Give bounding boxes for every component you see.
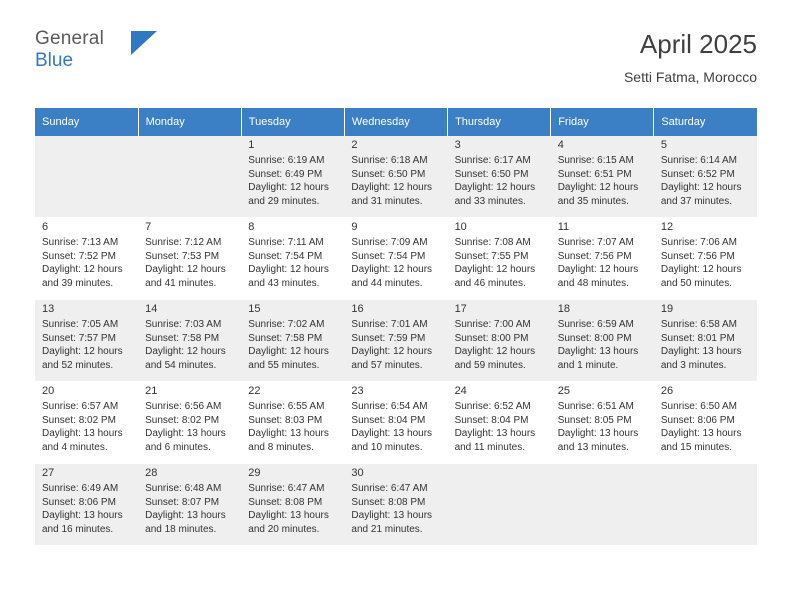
day-info-line: Daylight: 13 hours xyxy=(248,428,329,440)
day-info-line: Sunset: 7:56 PM xyxy=(660,250,735,262)
day-info-line: Daylight: 13 hours xyxy=(145,428,226,440)
day-info-line: Daylight: 12 hours xyxy=(454,264,536,276)
day-info-line: Sunset: 8:08 PM xyxy=(248,496,323,508)
day-info-line: Sunrise: 6:18 AM xyxy=(351,155,428,167)
day-number: 4 xyxy=(557,139,564,151)
calendar-day-cell xyxy=(448,218,551,300)
day-info-line: Sunrise: 6:57 AM xyxy=(42,401,119,413)
calendar-week-row xyxy=(35,136,757,218)
calendar-week-row xyxy=(35,382,757,464)
day-info-line: Sunrise: 7:09 AM xyxy=(351,237,428,249)
day-number: 1 xyxy=(248,139,255,151)
day-info-line: and 37 minutes. xyxy=(660,195,733,207)
column-header-saturday: Saturday xyxy=(654,108,757,136)
day-number: 28 xyxy=(145,467,158,479)
day-number: 24 xyxy=(454,385,467,397)
day-info-line: Daylight: 12 hours xyxy=(145,264,226,276)
calendar-cell-empty xyxy=(448,464,551,546)
day-number: 11 xyxy=(557,221,570,233)
calendar-day-cell xyxy=(654,382,757,464)
logo xyxy=(35,28,165,71)
column-header-tuesday: Tuesday xyxy=(241,108,344,136)
day-info-line: Sunrise: 6:17 AM xyxy=(454,155,531,167)
day-info-line: Daylight: 13 hours xyxy=(660,346,742,358)
day-info-line: Daylight: 12 hours xyxy=(454,182,536,194)
calendar-day-cell xyxy=(448,382,551,464)
day-info-line: Sunrise: 6:49 AM xyxy=(42,483,119,495)
day-info-line: and 57 minutes. xyxy=(351,359,423,371)
day-info-line: Sunrise: 7:13 AM xyxy=(42,237,119,249)
day-info-line: Daylight: 13 hours xyxy=(145,510,226,522)
day-info-line: Daylight: 12 hours xyxy=(42,264,123,276)
calendar-day-cell xyxy=(35,300,138,382)
day-info-line: Sunrise: 6:48 AM xyxy=(145,483,222,495)
day-number: 9 xyxy=(351,221,358,233)
day-number: 16 xyxy=(351,303,364,315)
day-info-line: and 13 minutes. xyxy=(557,441,629,453)
calendar-day-cell xyxy=(35,382,138,464)
day-info-line: and 48 minutes. xyxy=(557,277,629,289)
day-info-line: and 3 minutes. xyxy=(660,359,727,371)
day-info-line: Sunset: 8:00 PM xyxy=(557,332,632,344)
day-info-line: Sunset: 7:53 PM xyxy=(145,250,220,262)
column-header-monday: Monday xyxy=(138,108,241,136)
day-number: 7 xyxy=(145,221,152,233)
calendar-day-cell xyxy=(138,382,241,464)
column-header-thursday: Thursday xyxy=(448,108,551,136)
calendar-day-cell xyxy=(35,464,138,546)
day-info-line: and 20 minutes. xyxy=(248,523,320,535)
calendar-day-cell xyxy=(654,218,757,300)
calendar-cell-empty xyxy=(138,136,241,218)
day-info-line: Sunrise: 7:06 AM xyxy=(660,237,737,249)
page-header xyxy=(35,28,757,98)
calendar-day-cell xyxy=(241,300,344,382)
day-number: 14 xyxy=(145,303,158,315)
day-info-line: and 29 minutes. xyxy=(248,195,320,207)
calendar-header-row xyxy=(35,108,757,136)
calendar-day-cell xyxy=(551,218,654,300)
day-info-line: and 15 minutes. xyxy=(660,441,733,453)
day-info-line: Daylight: 13 hours xyxy=(660,428,742,440)
day-info-line: Sunrise: 7:11 AM xyxy=(248,237,324,249)
calendar-day-cell xyxy=(448,136,551,218)
day-info-line: Sunrise: 7:03 AM xyxy=(145,319,222,331)
calendar-day-cell xyxy=(344,300,447,382)
day-info-line: Sunrise: 7:07 AM xyxy=(557,237,634,249)
page-subtitle: Setti Fatma, Morocco xyxy=(623,69,757,85)
calendar-day-cell xyxy=(551,136,654,218)
day-info-line: Sunset: 8:02 PM xyxy=(145,414,220,426)
day-info-line: and 50 minutes. xyxy=(660,277,733,289)
day-info-line: and 18 minutes. xyxy=(145,523,217,535)
day-number: 8 xyxy=(248,221,255,233)
day-info-line: Daylight: 13 hours xyxy=(351,510,433,522)
day-info-line: Sunrise: 7:02 AM xyxy=(248,319,325,331)
calendar-day-cell xyxy=(138,218,241,300)
logo-text-blue: Blue xyxy=(35,50,74,71)
day-info-line: and 33 minutes. xyxy=(454,195,526,207)
day-info-line: Sunset: 6:51 PM xyxy=(557,168,632,180)
day-number: 20 xyxy=(42,385,55,397)
day-info-line: and 16 minutes. xyxy=(42,523,114,535)
day-number: 27 xyxy=(42,467,55,479)
day-info-line: and 11 minutes. xyxy=(454,441,525,453)
day-info-line: and 43 minutes. xyxy=(248,277,320,289)
day-info-line: Daylight: 12 hours xyxy=(351,346,433,358)
day-info-line: and 59 minutes. xyxy=(454,359,526,371)
calendar-day-cell xyxy=(344,218,447,300)
day-info-line: and 55 minutes. xyxy=(248,359,320,371)
calendar-day-cell xyxy=(138,300,241,382)
day-info-line: and 46 minutes. xyxy=(454,277,526,289)
day-info-line: Sunset: 8:06 PM xyxy=(660,414,735,426)
day-number: 10 xyxy=(454,221,467,233)
day-info-line: and 41 minutes. xyxy=(145,277,217,289)
day-info-line: Daylight: 12 hours xyxy=(660,182,742,194)
day-info-line: Sunrise: 6:58 AM xyxy=(660,319,737,331)
day-info-line: Sunrise: 6:15 AM xyxy=(557,155,634,167)
calendar-week-row xyxy=(35,300,757,382)
day-number: 15 xyxy=(248,303,261,315)
day-number: 25 xyxy=(557,385,570,397)
day-info-line: Daylight: 13 hours xyxy=(557,346,639,358)
day-info-line: Sunset: 6:49 PM xyxy=(248,168,323,180)
day-info-line: Sunset: 8:08 PM xyxy=(351,496,426,508)
day-info-line: Daylight: 12 hours xyxy=(557,182,639,194)
day-info-line: Daylight: 12 hours xyxy=(351,182,433,194)
day-info-line: and 21 minutes. xyxy=(351,523,423,535)
calendar-cell-empty xyxy=(654,464,757,546)
day-info-line: Daylight: 12 hours xyxy=(248,346,329,358)
calendar-day-cell xyxy=(344,464,447,546)
day-info-line: Daylight: 13 hours xyxy=(351,428,433,440)
calendar-day-cell xyxy=(344,136,447,218)
calendar-table xyxy=(35,108,757,546)
day-info-line: and 54 minutes. xyxy=(145,359,217,371)
calendar-body xyxy=(35,136,757,546)
logo-text-general: General xyxy=(35,28,104,49)
day-info-line: and 52 minutes. xyxy=(42,359,114,371)
day-info-line: Sunset: 7:57 PM xyxy=(42,332,116,344)
day-info-line: Sunrise: 6:14 AM xyxy=(660,155,737,167)
day-info-line: Sunset: 8:07 PM xyxy=(145,496,220,508)
day-info-line: and 35 minutes. xyxy=(557,195,629,207)
day-info-line: Daylight: 12 hours xyxy=(351,264,433,276)
calendar-day-cell xyxy=(241,218,344,300)
day-info-line: Sunset: 8:01 PM xyxy=(660,332,735,344)
day-number: 2 xyxy=(351,139,358,151)
day-info-line: Sunrise: 7:12 AM xyxy=(145,237,222,249)
day-info-line: Sunrise: 6:19 AM xyxy=(248,155,325,167)
day-info-line: Sunset: 7:59 PM xyxy=(351,332,426,344)
title-block xyxy=(624,28,757,86)
logo-triangle-icon xyxy=(131,31,157,55)
day-info-line: Daylight: 13 hours xyxy=(42,510,123,522)
day-info-line: Sunrise: 6:47 AM xyxy=(248,483,325,495)
day-info-line: Sunset: 7:54 PM xyxy=(351,250,426,262)
day-number: 29 xyxy=(248,467,261,479)
day-number: 23 xyxy=(351,385,364,397)
day-info-line: Sunset: 8:06 PM xyxy=(42,496,116,508)
calendar-week-row xyxy=(35,218,757,300)
calendar-day-cell xyxy=(654,300,757,382)
calendar-day-cell xyxy=(241,382,344,464)
day-number: 19 xyxy=(660,303,674,315)
day-info-line: Daylight: 12 hours xyxy=(660,264,742,276)
calendar-day-cell xyxy=(344,382,447,464)
day-info-line: Sunset: 8:04 PM xyxy=(454,414,529,426)
day-info-line: Sunset: 7:55 PM xyxy=(454,250,529,262)
day-info-line: Sunset: 8:04 PM xyxy=(351,414,426,426)
day-info-line: Sunrise: 6:50 AM xyxy=(660,401,737,413)
calendar-day-cell xyxy=(551,382,654,464)
day-info-line: Sunrise: 7:08 AM xyxy=(454,237,531,249)
calendar-day-cell xyxy=(241,136,344,218)
day-info-line: Daylight: 12 hours xyxy=(454,346,536,358)
day-info-line: and 39 minutes. xyxy=(42,277,114,289)
day-info-line: Daylight: 12 hours xyxy=(145,346,226,358)
day-info-line: Sunrise: 6:51 AM xyxy=(557,401,634,413)
day-info-line: Sunset: 8:02 PM xyxy=(42,414,116,426)
day-info-line: Sunset: 7:56 PM xyxy=(557,250,632,262)
page-title: April 2025 xyxy=(639,29,757,59)
day-number: 12 xyxy=(660,221,674,233)
day-info-line: Daylight: 13 hours xyxy=(42,428,123,440)
day-info-line: Sunrise: 6:56 AM xyxy=(145,401,222,413)
day-number: 17 xyxy=(454,303,467,315)
day-number: 3 xyxy=(454,139,461,151)
calendar-cell-empty xyxy=(551,464,654,546)
day-info-line: Sunset: 8:00 PM xyxy=(454,332,529,344)
day-info-line: Sunset: 7:58 PM xyxy=(248,332,323,344)
day-info-line: Sunrise: 6:55 AM xyxy=(248,401,325,413)
day-info-line: Daylight: 13 hours xyxy=(248,510,329,522)
day-number: 30 xyxy=(351,467,364,479)
day-info-line: and 1 minute. xyxy=(557,359,619,371)
calendar-day-cell xyxy=(138,464,241,546)
day-info-line: Daylight: 12 hours xyxy=(248,264,329,276)
day-info-line: Daylight: 13 hours xyxy=(557,428,639,440)
day-number: 5 xyxy=(660,139,667,151)
calendar-day-cell xyxy=(35,218,138,300)
calendar-week-row xyxy=(35,464,757,546)
day-info-line: and 10 minutes. xyxy=(351,441,423,453)
day-info-line: Daylight: 13 hours xyxy=(454,428,536,440)
day-number: 22 xyxy=(248,385,261,397)
day-info-line: Sunset: 6:50 PM xyxy=(454,168,529,180)
day-info-line: Daylight: 12 hours xyxy=(42,346,123,358)
calendar-day-cell xyxy=(654,136,757,218)
day-info-line: Sunset: 6:50 PM xyxy=(351,168,426,180)
day-info-line: Sunrise: 6:59 AM xyxy=(557,319,634,331)
day-info-line: Sunset: 7:52 PM xyxy=(42,250,116,262)
column-header-wednesday: Wednesday xyxy=(344,108,447,136)
day-info-line: Sunrise: 7:05 AM xyxy=(42,319,119,331)
day-info-line: Sunrise: 6:52 AM xyxy=(454,401,531,413)
day-info-line: Sunset: 8:05 PM xyxy=(557,414,632,426)
calendar-day-cell xyxy=(551,300,654,382)
day-number: 6 xyxy=(42,221,49,233)
day-info-line: Sunrise: 7:00 AM xyxy=(454,319,531,331)
day-number: 26 xyxy=(660,385,674,397)
day-info-line: Sunrise: 7:01 AM xyxy=(351,319,428,331)
day-info-line: Sunset: 7:54 PM xyxy=(248,250,323,262)
calendar-cell-empty xyxy=(35,136,138,218)
day-info-line: and 31 minutes. xyxy=(351,195,423,207)
day-info-line: Sunset: 8:03 PM xyxy=(248,414,323,426)
day-info-line: Sunrise: 6:47 AM xyxy=(351,483,428,495)
day-info-line: Daylight: 12 hours xyxy=(557,264,639,276)
day-info-line: Sunrise: 6:54 AM xyxy=(351,401,428,413)
day-number: 18 xyxy=(557,303,570,315)
day-info-line: and 4 minutes. xyxy=(42,441,108,453)
day-number: 21 xyxy=(145,385,158,397)
day-info-line: and 44 minutes. xyxy=(351,277,423,289)
calendar-day-cell xyxy=(241,464,344,546)
day-info-line: Sunset: 6:52 PM xyxy=(660,168,735,180)
column-header-friday: Friday xyxy=(551,108,654,136)
day-info-line: and 8 minutes. xyxy=(248,441,314,453)
column-header-sunday: Sunday xyxy=(35,108,138,136)
day-info-line: Daylight: 12 hours xyxy=(248,182,329,194)
day-info-line: and 6 minutes. xyxy=(145,441,211,453)
calendar-day-cell xyxy=(448,300,551,382)
day-number: 13 xyxy=(42,303,55,315)
day-info-line: Sunset: 7:58 PM xyxy=(145,332,220,344)
